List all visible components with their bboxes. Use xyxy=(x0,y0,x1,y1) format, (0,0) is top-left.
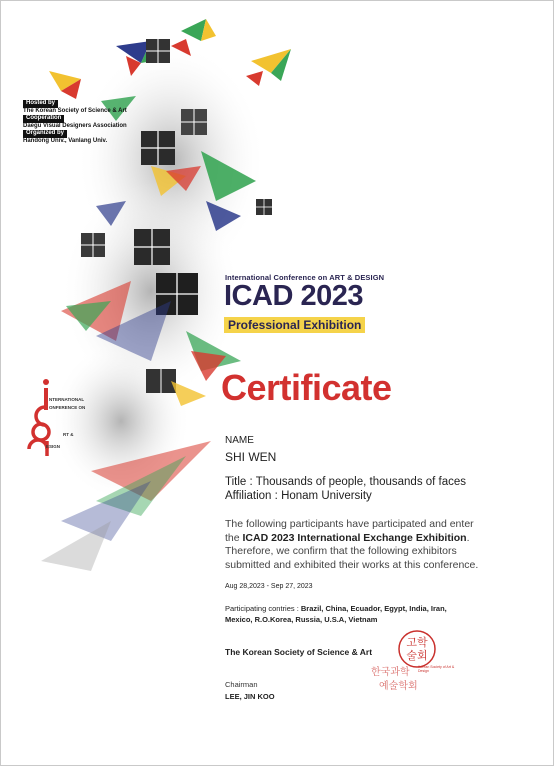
chairman-label: Chairman xyxy=(225,680,258,689)
cube-window xyxy=(141,131,175,165)
countries-list-1: Brazil, China, Ecuador, Egypt, India, Iran, xyxy=(300,604,447,613)
cube-window xyxy=(256,199,272,215)
origami-bird xyxy=(49,71,81,99)
logo-text-line: NTERNATIONAL xyxy=(49,397,85,402)
chairman-name: LEE, JIN KOO xyxy=(225,692,275,701)
exhibition-dates: Aug 28,2023 - Sep 27, 2023 xyxy=(225,583,313,590)
seal-caption: Korean Society of Art & Design xyxy=(418,665,455,673)
organized-by-label: Organized by xyxy=(23,130,67,138)
category-badge: Professional Exhibition xyxy=(224,317,365,333)
statement-suffix: . xyxy=(466,531,470,544)
recipient-name: SHI WEN xyxy=(225,450,277,464)
cube-window xyxy=(81,233,105,257)
event-title: ICAD 2023 xyxy=(224,280,363,312)
countries-label: Participating contries : xyxy=(225,604,301,613)
cooperation-value: Daegu Visual Designers Association xyxy=(23,122,127,129)
participating-countries xyxy=(225,604,475,625)
work-title-line xyxy=(225,476,466,488)
exhibition-name: ICAD 2023 International Exchange Exhibition xyxy=(242,531,467,544)
title-label: Title : xyxy=(225,476,253,488)
statement-line xyxy=(225,532,495,546)
society-name: The Korean Society of Science & Art xyxy=(225,647,373,657)
organized-by-value: Handong Univ., Vanlang Univ. xyxy=(23,137,108,144)
cube-window xyxy=(181,109,207,135)
logo-text-line: ESIGN xyxy=(46,444,61,449)
cube-window xyxy=(134,229,170,265)
title-value: Thousands of people, thousands of faces xyxy=(255,476,467,488)
statement-line: The following participants have participated and enter xyxy=(225,518,474,530)
statement-line: submitted and exhibited their works at this conference. xyxy=(225,558,479,571)
countries-list-2: Mexico, R.O.Korea, Russia, U.S.A, Vietnam xyxy=(225,614,378,624)
certificate-title: Certificate xyxy=(221,367,392,408)
statement-text xyxy=(225,518,495,572)
cube-window xyxy=(146,369,176,393)
conference-line: International Conference on ART & DESIGN xyxy=(225,273,385,282)
origami-bird xyxy=(246,49,291,86)
logo-text-line: RT & xyxy=(63,432,74,437)
statement-line: Therefore, we confirm that the following exhibitors xyxy=(225,545,457,557)
cooperation-label: Cooperation xyxy=(23,115,64,123)
name-label: NAME xyxy=(225,435,254,446)
svg-text:술회: 술회 xyxy=(406,649,428,662)
logo-text-line: ONFERENCE ON xyxy=(49,405,86,410)
hosted-by-label: Hosted by xyxy=(23,100,58,108)
svg-text:한국과학: 한국과학 xyxy=(371,667,410,678)
hosting-info xyxy=(23,100,127,145)
hosted-by-value: The Korean Society of Science & Art xyxy=(23,107,127,114)
affiliation-label: Affiliation : xyxy=(225,490,278,502)
statement-prefix: the xyxy=(225,531,243,544)
svg-text:예술학회: 예술학회 xyxy=(379,681,418,692)
cube-window xyxy=(146,39,170,63)
affiliation-line xyxy=(225,490,372,502)
paper-triangle xyxy=(41,521,111,571)
affiliation-value: Honam University xyxy=(281,490,372,502)
svg-text:고학: 고학 xyxy=(406,636,428,649)
